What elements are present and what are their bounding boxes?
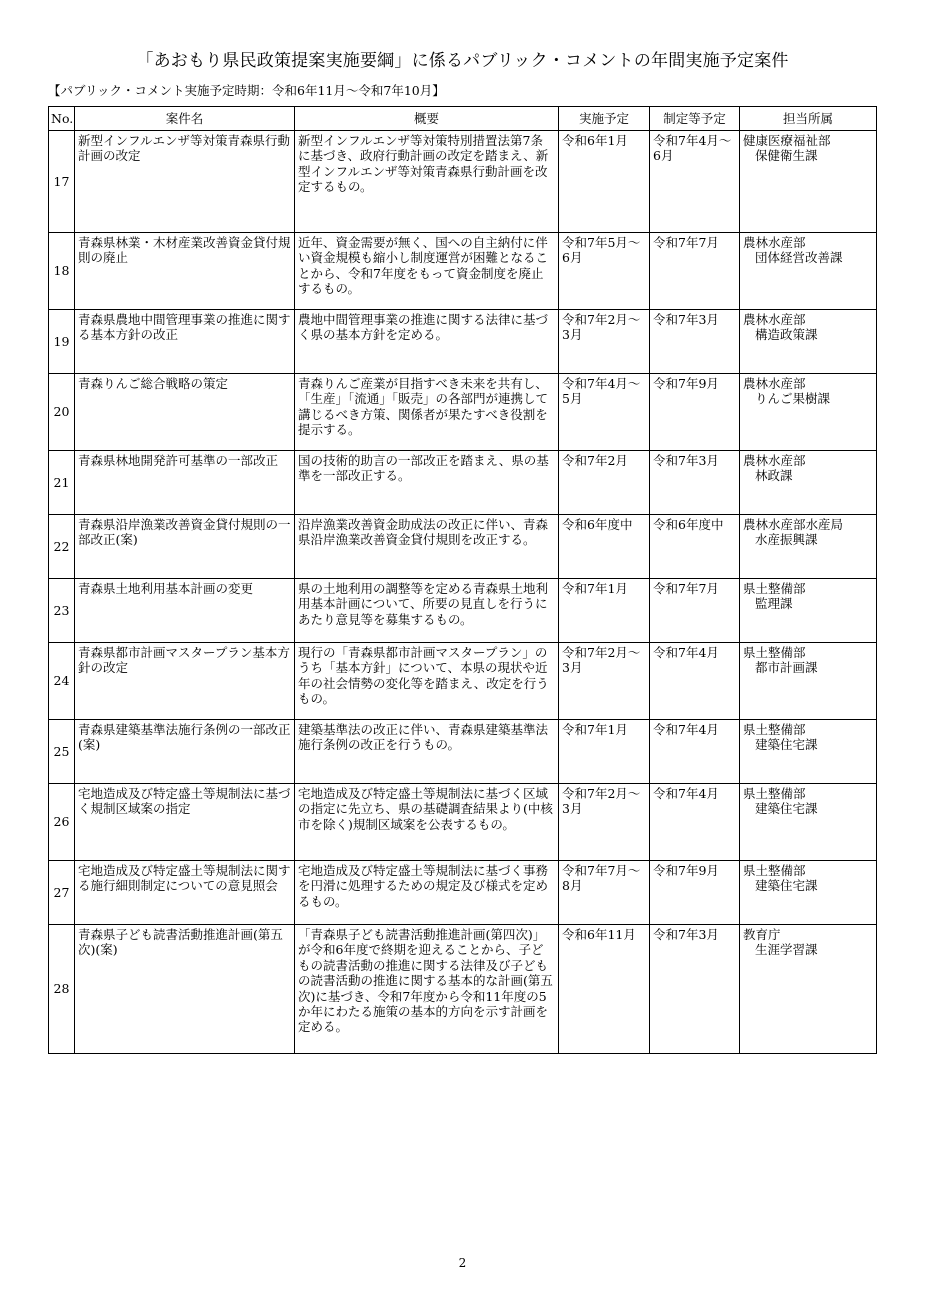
responsible-department xyxy=(740,861,877,925)
department-name: 県土整備部 xyxy=(743,645,806,660)
header-impl: 実施予定 xyxy=(559,107,650,131)
project-name: 宅地造成及び特定盛土等規制法に関する施行細則制定についての意見照会 xyxy=(75,861,295,925)
project-summary: 宅地造成及び特定盛土等規制法に基づく事務を円滑に処理するための規定及び様式を定めるもの。 xyxy=(295,861,559,925)
section-name: 水産振興課 xyxy=(755,532,818,548)
department-name: 農林水産部水産局 xyxy=(743,517,844,532)
responsible-department xyxy=(740,233,877,310)
department-name: 県土整備部 xyxy=(743,863,806,878)
row-number: 23 xyxy=(49,579,75,643)
enactment-schedule: 令和7年3月 xyxy=(650,310,740,374)
section-name: 団体経営改善課 xyxy=(755,250,843,266)
responsible-department xyxy=(740,451,877,515)
table-row xyxy=(49,515,877,579)
responsible-department xyxy=(740,374,877,451)
enactment-schedule: 令和7年9月 xyxy=(650,374,740,451)
project-summary: 沿岸漁業改善資金助成法の改正に伴い、青森県沿岸漁業改善資金貸付規則を改正する。 xyxy=(295,515,559,579)
project-summary: 農地中間管理事業の推進に関する法律に基づく県の基本方針を定める。 xyxy=(295,310,559,374)
implementation-schedule: 令和7年7月～8月 xyxy=(559,861,650,925)
project-name: 青森県林地開発許可基準の一部改正 xyxy=(75,451,295,515)
page-number: 2 xyxy=(458,1256,467,1270)
table-row xyxy=(49,925,877,1054)
responsible-department xyxy=(740,784,877,861)
section-name: 構造政策課 xyxy=(755,327,818,343)
project-summary: 「青森県子ども読書活動推進計画(第四次)」が令和6年度で終期を迎えることから、子どもの読書活動の推進に関する法律及び子どもの読書活動の推進に関する基本的な計画(第五次)に基づき、令和7年度から令和11年度の5か年にわたる施策の基本的方向を示す計画を定める。 xyxy=(295,925,559,1054)
row-number: 28 xyxy=(49,925,75,1054)
enactment-schedule: 令和7年4月 xyxy=(650,643,740,720)
header-enact: 制定等予定 xyxy=(650,107,740,131)
enactment-schedule: 令和7年4月～6月 xyxy=(650,131,740,233)
department-name: 農林水産部 xyxy=(743,453,806,468)
enactment-schedule: 令和7年3月 xyxy=(650,451,740,515)
table-row xyxy=(49,784,877,861)
project-name: 新型インフルエンザ等対策青森県行動計画の改定 xyxy=(75,131,295,233)
enactment-schedule: 令和7年4月 xyxy=(650,720,740,784)
responsible-department xyxy=(740,720,877,784)
row-number: 19 xyxy=(49,310,75,374)
row-number: 24 xyxy=(49,643,75,720)
row-number: 20 xyxy=(49,374,75,451)
implementation-schedule: 令和7年2月 xyxy=(559,451,650,515)
header-no: No. xyxy=(49,107,75,131)
implementation-schedule: 令和7年1月 xyxy=(559,720,650,784)
department-name: 県土整備部 xyxy=(743,722,806,737)
implementation-schedule: 令和6年11月 xyxy=(559,925,650,1054)
enactment-schedule: 令和7年9月 xyxy=(650,861,740,925)
row-number: 22 xyxy=(49,515,75,579)
header-summary: 概要 xyxy=(295,107,559,131)
implementation-schedule: 令和7年1月 xyxy=(559,579,650,643)
section-name: りんご果樹課 xyxy=(755,391,831,407)
table-row xyxy=(49,451,877,515)
table-row xyxy=(49,131,877,233)
responsible-department xyxy=(740,131,877,233)
row-number: 18 xyxy=(49,233,75,310)
project-summary: 近年、資金需要が無く、国への自主納付に伴い資金規模も縮小し制度運営が困難となることから、令和7年度をもって資金制度を廃止するもの。 xyxy=(295,233,559,310)
project-summary: 新型インフルエンザ等対策特別措置法第7条に基づき、政府行動計画の改定を踏まえ、新型インフルエンザ等対策青森県行動計画を改定するもの。 xyxy=(295,131,559,233)
responsible-department xyxy=(740,643,877,720)
section-name: 建築住宅課 xyxy=(755,737,818,753)
implementation-schedule: 令和7年4月～5月 xyxy=(559,374,650,451)
row-number: 17 xyxy=(49,131,75,233)
section-name: 保健衛生課 xyxy=(755,148,818,164)
implementation-schedule: 令和7年2月～3月 xyxy=(559,643,650,720)
enactment-schedule: 令和7年3月 xyxy=(650,925,740,1054)
department-name: 県土整備部 xyxy=(743,786,806,801)
department-name: 教育庁 xyxy=(743,927,781,942)
section-name: 建築住宅課 xyxy=(755,801,818,817)
department-name: 健康医療福祉部 xyxy=(743,133,831,148)
page-title: 「あおもり県民政策提案実施要綱」に係るパブリック・コメントの年間実施予定案件 xyxy=(136,51,789,71)
project-name: 青森りんご総合戦略の策定 xyxy=(75,374,295,451)
table-row xyxy=(49,310,877,374)
responsible-department xyxy=(740,579,877,643)
project-summary: 宅地造成及び特定盛土等規制法に基づく区域の指定に先立ち、県の基礎調査結果より(中核市を除く)規制区域案を公表するもの。 xyxy=(295,784,559,861)
responsible-department xyxy=(740,925,877,1054)
section-name: 林政課 xyxy=(755,468,793,484)
row-number: 25 xyxy=(49,720,75,784)
project-summary: 県の土地利用の調整等を定める青森県土地利用基本計画について、所要の見直しを行うにあたり意見等を募集するもの。 xyxy=(295,579,559,643)
department-name: 農林水産部 xyxy=(743,235,806,250)
row-number: 26 xyxy=(49,784,75,861)
section-name: 建築住宅課 xyxy=(755,878,818,894)
section-name: 都市計画課 xyxy=(755,660,818,676)
implementation-schedule: 令和6年1月 xyxy=(559,131,650,233)
table-row xyxy=(49,720,877,784)
section-name: 監理課 xyxy=(755,596,793,612)
implementation-schedule: 令和6年度中 xyxy=(559,515,650,579)
row-number: 21 xyxy=(49,451,75,515)
project-name: 青森県土地利用基本計画の変更 xyxy=(75,579,295,643)
section-name: 生涯学習課 xyxy=(755,942,818,958)
responsible-department xyxy=(740,515,877,579)
project-name: 青森県子ども読書活動推進計画(第五次)(案) xyxy=(75,925,295,1054)
project-name: 青森県沿岸漁業改善資金貸付規則の一部改正(案) xyxy=(75,515,295,579)
table-row xyxy=(49,643,877,720)
enactment-schedule: 令和7年4月 xyxy=(650,784,740,861)
schedule-period: 【パブリック・コメント実施予定時期：令和6年11月～令和7年10月】 xyxy=(48,83,445,98)
table-row xyxy=(49,579,877,643)
project-name: 青森県農地中間管理事業の推進に関する基本方針の改正 xyxy=(75,310,295,374)
table-row xyxy=(49,861,877,925)
project-name: 青森県林業・木材産業改善資金貸付規則の廃止 xyxy=(75,233,295,310)
project-name: 青森県建築基準法施行条例の一部改正(案) xyxy=(75,720,295,784)
comment-schedule-table xyxy=(48,106,877,1054)
enactment-schedule: 令和6年度中 xyxy=(650,515,740,579)
department-name: 農林水産部 xyxy=(743,312,806,327)
department-name: 農林水産部 xyxy=(743,376,806,391)
responsible-department xyxy=(740,310,877,374)
department-name: 県土整備部 xyxy=(743,581,806,596)
table-row xyxy=(49,374,877,451)
header-name: 案件名 xyxy=(75,107,295,131)
project-summary: 現行の「青森県都市計画マスタープラン」のうち「基本方針」について、本県の現状や近年の社会情勢の変化等を踏まえ、改定を行うもの。 xyxy=(295,643,559,720)
project-summary: 青森りんご産業が目指すべき未来を共有し、「生産」「流通」「販売」の各部門が連携して講じるべき方策、関係者が果たすべき役割を提示する。 xyxy=(295,374,559,451)
table-row xyxy=(49,233,877,310)
project-name: 青森県都市計画マスタープラン基本方針の改定 xyxy=(75,643,295,720)
header-dept: 担当所属 xyxy=(740,107,877,131)
row-number: 27 xyxy=(49,861,75,925)
implementation-schedule: 令和7年2月～3月 xyxy=(559,310,650,374)
enactment-schedule: 令和7年7月 xyxy=(650,233,740,310)
project-summary: 国の技術的助言の一部改正を踏まえ、県の基準を一部改正する。 xyxy=(295,451,559,515)
table-header-row xyxy=(49,107,877,131)
enactment-schedule: 令和7年7月 xyxy=(650,579,740,643)
project-summary: 建築基準法の改正に伴い、青森県建築基準法施行条例の改正を行うもの。 xyxy=(295,720,559,784)
implementation-schedule: 令和7年2月～3月 xyxy=(559,784,650,861)
implementation-schedule: 令和7年5月～6月 xyxy=(559,233,650,310)
project-name: 宅地造成及び特定盛土等規制法に基づく規制区域案の指定 xyxy=(75,784,295,861)
